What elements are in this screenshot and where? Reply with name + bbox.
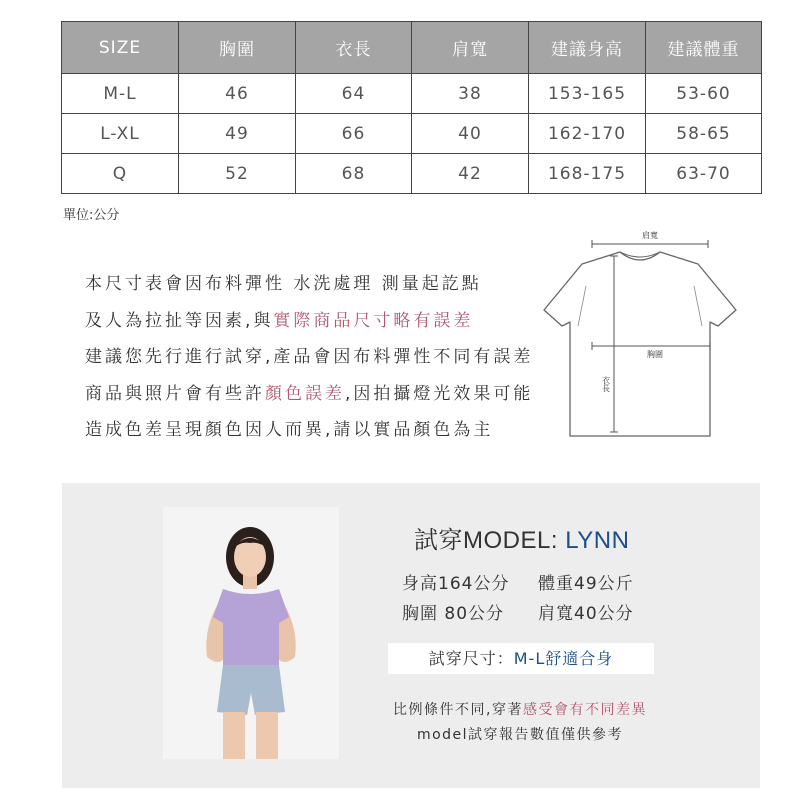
model-info-panel bbox=[62, 483, 760, 788]
fit-value: M-L舒適合身 bbox=[513, 649, 614, 668]
disclaimer-highlight: 感受會有不同差異 bbox=[522, 702, 647, 718]
header-weight: 建議體重 bbox=[646, 22, 762, 74]
unit-note: 單位:公分 bbox=[63, 208, 120, 223]
note-text: 及人為拉扯等因素,與 bbox=[85, 310, 274, 331]
model-name: LYNN bbox=[565, 527, 630, 554]
table-cell: 153-165 bbox=[529, 74, 646, 114]
model-stats bbox=[402, 569, 634, 629]
stats-row bbox=[402, 569, 634, 599]
note-text: 商品與照片會有些許 bbox=[85, 383, 265, 404]
note-line: 造成色差呈現顏色因人而異,請以實品顏色為主 bbox=[85, 420, 494, 440]
stats-row bbox=[402, 599, 634, 629]
table-cell: Q bbox=[62, 154, 179, 194]
table-cell: 46 bbox=[179, 74, 296, 114]
header-length: 衣長 bbox=[296, 22, 412, 74]
note-line bbox=[85, 303, 533, 340]
model-photo bbox=[163, 507, 339, 759]
note-line: 本尺寸表會因布料彈性 水洗處理 測量起訖點 bbox=[85, 274, 482, 294]
table-cell: 162-170 bbox=[529, 114, 646, 154]
model-disclaimer bbox=[384, 698, 656, 748]
table-row bbox=[62, 154, 762, 194]
table-cell: 66 bbox=[296, 114, 412, 154]
note-line: 建議您先行進行試穿,產品會因布料彈性不同有誤差 bbox=[85, 347, 534, 367]
table-header-row bbox=[62, 22, 762, 74]
table-cell: 168-175 bbox=[529, 154, 646, 194]
note-line bbox=[85, 376, 533, 413]
table-cell: 53-60 bbox=[646, 74, 762, 114]
model-weight: 體重49公斤 bbox=[538, 574, 634, 594]
table-cell: 52 bbox=[179, 154, 296, 194]
note-highlight: 顏色誤差 bbox=[265, 383, 345, 404]
model-title-prefix: 試穿MODEL: bbox=[414, 527, 566, 554]
tshirt-outline bbox=[544, 252, 736, 436]
header-shoulder: 肩寬 bbox=[412, 22, 529, 74]
tshirt-measurement-diagram bbox=[540, 226, 740, 446]
model-shoulder: 肩寬40公分 bbox=[538, 604, 634, 624]
note-text: ,因拍攝燈光效果可能 bbox=[345, 383, 534, 404]
table-cell: 58-65 bbox=[646, 114, 762, 154]
length-label: 衣長 bbox=[601, 376, 611, 392]
size-disclaimer-notes bbox=[85, 266, 533, 449]
table-cell: 38 bbox=[412, 74, 529, 114]
table-cell: 40 bbox=[412, 114, 529, 154]
disclaimer-line: model試穿報告數值僅供參考 bbox=[416, 727, 624, 743]
model-figure-image bbox=[163, 507, 339, 759]
table-cell: M-L bbox=[62, 74, 179, 114]
model-height: 身高164公分 bbox=[402, 574, 510, 594]
disclaimer-line bbox=[384, 698, 656, 723]
table-cell: 63-70 bbox=[646, 154, 762, 194]
model-chest: 胸圍 80公分 bbox=[402, 604, 505, 624]
table-cell: L-XL bbox=[62, 114, 179, 154]
shoulder-label: 肩寬 bbox=[642, 231, 658, 240]
table-cell: 64 bbox=[296, 74, 412, 114]
chest-label: 胸圍 bbox=[647, 350, 663, 359]
table-row bbox=[62, 114, 762, 154]
note-highlight: 實際商品尺寸略有誤差 bbox=[273, 310, 474, 331]
header-height: 建議身高 bbox=[529, 22, 646, 74]
header-size: SIZE bbox=[62, 22, 179, 74]
fit-size-box bbox=[388, 643, 654, 674]
model-title bbox=[414, 520, 629, 555]
disclaimer-text: 比例條件不同,穿著 bbox=[393, 702, 523, 718]
fit-label: 試穿尺寸： bbox=[428, 649, 514, 668]
shoulder-measure-line bbox=[592, 240, 708, 248]
table-cell: 49 bbox=[179, 114, 296, 154]
table-row bbox=[62, 74, 762, 114]
table-cell: 68 bbox=[296, 154, 412, 194]
table-cell: 42 bbox=[412, 154, 529, 194]
size-chart-table bbox=[61, 21, 762, 194]
header-chest: 胸圍 bbox=[179, 22, 296, 74]
